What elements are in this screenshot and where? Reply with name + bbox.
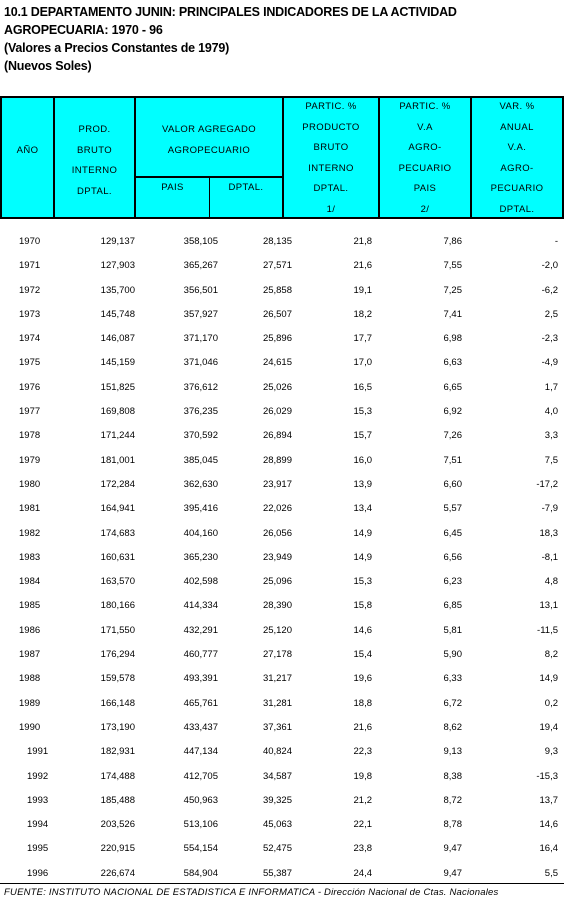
cell-var: 18,3	[539, 527, 558, 539]
cell-va: 5,57	[443, 503, 462, 515]
cell-va: 7,25	[443, 284, 462, 296]
cell-va: 7,86	[443, 236, 462, 247]
cell-pais: 432,291	[183, 624, 218, 636]
cell-var: 14,6	[539, 819, 558, 831]
cell-va: 6,63	[443, 357, 462, 369]
table-title: 10.1 DEPARTAMENTO JUNIN: PRINCIPALES INDICADORES DE LA ACTIVIDAD	[4, 5, 457, 19]
cell-prod: 181,001	[100, 454, 135, 466]
table-row	[0, 765, 564, 789]
cell-prod: 164,941	[100, 503, 135, 515]
table-row	[0, 279, 564, 303]
cell-va: 6,23	[443, 576, 462, 588]
header-partic-producto: PARTIC. % PRODUCTO BRUTO INTERNO DPTAL. 1/	[302, 101, 360, 215]
cell-pais: 412,705	[183, 770, 218, 782]
cell-part: 15,4	[353, 649, 372, 661]
table-row	[0, 254, 564, 278]
cell-year: 1971	[19, 260, 41, 272]
cell-va: 6,56	[443, 551, 462, 563]
cell-var: -17,2	[536, 478, 558, 490]
cell-pais: 376,235	[183, 406, 218, 418]
cell-dptal: 28,390	[262, 600, 292, 612]
table-subtitle: AGROPECUARIA: 1970 - 96	[4, 23, 163, 37]
cell-pais: 414,334	[183, 600, 218, 612]
cell-part: 21,6	[353, 260, 372, 272]
table-row	[0, 740, 564, 764]
cell-var: 9,3	[544, 746, 558, 758]
cell-pais: 493,391	[183, 673, 218, 685]
cell-dptal: 25,858	[262, 284, 292, 296]
cell-year: 1978	[19, 430, 41, 442]
cell-var: -11,5	[537, 624, 558, 636]
cell-part: 13,9	[353, 478, 372, 490]
cell-va: 6,45	[443, 527, 462, 539]
cell-va: 8,38	[443, 770, 462, 782]
cell-part: 22,3	[353, 746, 372, 758]
cell-year: 1988	[19, 673, 41, 685]
table-row	[0, 546, 564, 570]
cell-prod: 151,825	[100, 381, 135, 393]
cell-prod: 176,294	[100, 649, 135, 661]
cell-var: 14,9	[539, 673, 558, 685]
cell-var: 7,5	[544, 454, 558, 466]
cell-prod: 129,137	[100, 236, 135, 247]
cell-year: 1985	[19, 600, 41, 612]
cell-pais: 402,598	[183, 576, 218, 588]
cell-prod: 145,159	[100, 357, 135, 369]
cell-va: 6,33	[443, 673, 462, 685]
cell-pais: 584,904	[183, 867, 218, 879]
cell-prod: 135,700	[100, 284, 135, 296]
cell-prod: 171,550	[100, 624, 135, 636]
cell-var: 2,5	[544, 308, 558, 320]
cell-year: 1989	[19, 697, 41, 709]
header-prod-bruto: PROD. BRUTO INTERNO DPTAL.	[71, 124, 118, 197]
cell-prod: 185,488	[100, 794, 135, 806]
cell-prod: 173,190	[100, 721, 135, 733]
cell-dptal: 34,587	[262, 770, 292, 782]
cell-va: 7,41	[443, 308, 462, 320]
cell-pais: 371,046	[183, 357, 218, 369]
cell-va: 6,60	[443, 478, 462, 490]
table-row	[0, 692, 564, 716]
cell-var: 19,4	[539, 721, 558, 733]
cell-year: 1975	[19, 357, 41, 369]
cell-pais: 365,230	[183, 551, 218, 563]
cell-va: 5,90	[443, 649, 462, 661]
cell-pais: 365,267	[183, 260, 218, 272]
cell-var: -2,0	[541, 260, 558, 272]
cell-pais: 395,416	[183, 503, 218, 515]
cell-pais: 357,927	[183, 308, 218, 320]
cell-var: 16,4	[539, 843, 558, 855]
cell-dptal: 26,056	[262, 527, 292, 539]
cell-pais: 460,777	[183, 649, 218, 661]
cell-va: 6,85	[443, 600, 462, 612]
cell-prod: 169,808	[100, 406, 135, 418]
cell-var: -4,9	[541, 357, 558, 369]
table-bottom-rule	[0, 883, 564, 884]
cell-year: 1980	[19, 478, 41, 490]
cell-pais: 370,592	[183, 430, 218, 442]
cell-year: 1987	[19, 649, 41, 661]
cell-var: -2,3	[541, 333, 558, 345]
cell-var: 1,7	[544, 381, 558, 393]
cell-prod: 180,166	[100, 600, 135, 612]
cell-part: 15,3	[353, 406, 372, 418]
cell-pais: 358,105	[183, 236, 218, 247]
cell-var: 13,7	[539, 794, 558, 806]
cell-var: 3,3	[544, 430, 558, 442]
cell-year: 1976	[19, 381, 41, 393]
cell-part: 23,8	[353, 843, 372, 855]
cell-va: 8,62	[443, 721, 462, 733]
cell-dptal: 28,135	[262, 236, 292, 247]
cell-var: 0,2	[544, 697, 558, 709]
cell-dptal: 26,507	[262, 308, 292, 320]
cell-pais: 447,134	[183, 746, 218, 758]
cell-pais: 362,630	[183, 478, 218, 490]
cell-prod: 163,570	[100, 576, 135, 588]
cell-var: 4,8	[544, 576, 558, 588]
currency-note: (Nuevos Soles)	[4, 59, 92, 73]
table-row	[0, 376, 564, 400]
cell-va: 7,51	[443, 454, 462, 466]
cell-va: 5,81	[443, 624, 462, 636]
cell-var: 5,5	[544, 867, 558, 879]
cell-va: 8,78	[443, 819, 462, 831]
cell-dptal: 23,949	[262, 551, 292, 563]
table-row	[0, 230, 564, 254]
cell-dptal: 39,325	[262, 794, 292, 806]
cell-year: 1981	[19, 503, 41, 515]
table-row	[0, 522, 564, 546]
cell-year: 1993	[27, 794, 49, 806]
table-row	[0, 473, 564, 497]
header-anio: AÑO	[16, 145, 39, 156]
cell-prod: 160,631	[100, 551, 135, 563]
cell-dptal: 52,475	[262, 843, 292, 855]
cell-year: 1974	[19, 333, 41, 345]
cell-prod: 145,748	[100, 308, 135, 320]
cell-year: 1972	[19, 284, 41, 296]
cell-year: 1986	[19, 624, 41, 636]
cell-prod: 159,578	[100, 673, 135, 685]
cell-prod: 171,244	[100, 430, 135, 442]
cell-year: 1983	[19, 551, 41, 563]
table-row	[0, 813, 564, 837]
table-row	[0, 594, 564, 618]
cell-part: 22,1	[353, 819, 372, 831]
cell-va: 9,47	[443, 867, 462, 879]
cell-va: 7,55	[443, 260, 462, 272]
cell-va: 7,26	[443, 430, 462, 442]
cell-part: 21,8	[353, 236, 372, 247]
cell-part: 19,8	[353, 770, 372, 782]
table-row	[0, 619, 564, 643]
cell-va: 8,72	[443, 794, 462, 806]
table-row	[0, 400, 564, 424]
cell-var: 8,2	[544, 649, 558, 661]
cell-part: 16,5	[353, 381, 372, 393]
cell-part: 16,0	[353, 454, 372, 466]
cell-var: -15,3	[536, 770, 558, 782]
cell-part: 15,8	[353, 600, 372, 612]
cell-dptal: 23,917	[262, 478, 292, 490]
price-basis-note: (Valores a Precios Constantes de 1979)	[4, 41, 230, 55]
cell-pais: 376,612	[183, 381, 218, 393]
cell-year: 1994	[27, 819, 49, 831]
cell-dptal: 22,026	[262, 503, 292, 515]
cell-part: 19,1	[353, 284, 372, 296]
cell-year: 1979	[19, 454, 41, 466]
cell-part: 17,0	[353, 357, 372, 369]
table-row	[0, 449, 564, 473]
table-row	[0, 303, 564, 327]
cell-part: 24,4	[353, 867, 372, 879]
cell-pais: 513,106	[183, 819, 218, 831]
cell-pais: 404,160	[183, 527, 218, 539]
cell-part: 21,6	[353, 721, 372, 733]
cell-dptal: 26,894	[262, 430, 292, 442]
header-partic-va: PARTIC. % V.A AGRO- PECUARIO PAIS 2/	[398, 101, 452, 215]
cell-part: 14,6	[353, 624, 372, 636]
cell-year: 1996	[27, 867, 49, 879]
cell-prod: 203,526	[100, 819, 135, 831]
cell-prod: 172,284	[100, 478, 135, 490]
header-pais: PAIS	[161, 182, 184, 193]
cell-va: 6,92	[443, 406, 462, 418]
cell-year: 1991	[27, 746, 49, 758]
cell-prod: 146,087	[100, 333, 135, 345]
cell-prod: 226,674	[100, 867, 135, 879]
cell-pais: 385,045	[183, 454, 218, 466]
table-row	[0, 667, 564, 691]
cell-var: 4,0	[544, 406, 558, 418]
cell-dptal: 25,096	[262, 576, 292, 588]
cell-dptal: 55,387	[262, 867, 292, 879]
cell-var: -8,1	[541, 551, 558, 563]
cell-part: 18,2	[353, 308, 372, 320]
cell-var: -6,2	[541, 284, 558, 296]
cell-part: 21,2	[353, 794, 372, 806]
cell-va: 6,72	[443, 697, 462, 709]
cell-year: 1984	[19, 576, 41, 588]
table-row	[0, 789, 564, 813]
cell-year: 1990	[19, 721, 41, 733]
cell-var: 13,1	[539, 600, 558, 612]
cell-dptal: 25,896	[262, 333, 292, 345]
cell-year: 1977	[19, 406, 41, 418]
cell-prod: 127,903	[100, 260, 135, 272]
cell-pais: 450,963	[183, 794, 218, 806]
header-dptal: DPTAL.	[228, 182, 264, 193]
table-header	[0, 96, 564, 219]
table-row	[0, 837, 564, 861]
header-valor-agregado: VALOR AGREGADO AGROPECUARIO	[161, 124, 257, 156]
cell-dptal: 31,281	[262, 697, 292, 709]
cell-dptal: 27,571	[262, 260, 292, 272]
cell-prod: 220,915	[100, 843, 135, 855]
source-footnote: FUENTE: INSTITUTO NACIONAL DE ESTADISTICA E INFORMATICA - Dirección Nacional de Ctas. Nacionales	[4, 887, 499, 898]
cell-dptal: 28,899	[262, 454, 292, 466]
cell-dptal: 27,178	[262, 649, 292, 661]
table-row	[0, 424, 564, 448]
cell-dptal: 25,026	[262, 381, 292, 393]
cell-prod: 174,488	[100, 770, 135, 782]
cell-pais: 371,170	[183, 333, 218, 345]
table-row	[0, 327, 564, 351]
cell-va: 6,98	[443, 333, 462, 345]
cell-part: 17,7	[353, 333, 372, 345]
cell-prod: 166,148	[100, 697, 135, 709]
cell-dptal: 37,361	[262, 721, 292, 733]
cell-dptal: 45,063	[262, 819, 292, 831]
cell-part: 13,4	[353, 503, 372, 515]
table-row	[0, 351, 564, 375]
cell-part: 18,8	[353, 697, 372, 709]
cell-pais: 554,154	[183, 843, 218, 855]
cell-dptal: 40,824	[262, 746, 292, 758]
cell-year: 1995	[27, 843, 49, 855]
cell-year: 1970	[19, 236, 41, 247]
cell-dptal: 24,615	[262, 357, 292, 369]
cell-prod: 174,683	[100, 527, 135, 539]
cell-pais: 356,501	[183, 284, 218, 296]
table-row	[0, 570, 564, 594]
cell-dptal: 26,029	[262, 406, 292, 418]
cell-part: 15,7	[353, 430, 372, 442]
cell-part: 19,6	[353, 673, 372, 685]
cell-va: 9,13	[443, 746, 462, 758]
cell-part: 14,9	[353, 551, 372, 563]
table-row	[0, 716, 564, 740]
table-row	[0, 497, 564, 521]
cell-year: 1992	[27, 770, 49, 782]
header-var-anual: VAR. % ANUAL V.A. AGRO- PECUARIO DPTAL.	[490, 101, 544, 215]
cell-var: -7,9	[541, 503, 558, 515]
cell-va: 9,47	[443, 843, 462, 855]
cell-dptal: 25,120	[262, 624, 292, 636]
cell-prod: 182,931	[100, 746, 135, 758]
cell-var: -	[554, 236, 558, 247]
table-body	[0, 230, 564, 886]
table-row	[0, 643, 564, 667]
cell-dptal: 31,217	[262, 673, 292, 685]
cell-year: 1973	[19, 308, 41, 320]
cell-year: 1982	[19, 527, 41, 539]
cell-pais: 465,761	[183, 697, 218, 709]
cell-pais: 433,437	[183, 721, 218, 733]
cell-part: 15,3	[353, 576, 372, 588]
cell-part: 14,9	[353, 527, 372, 539]
cell-va: 6,65	[443, 381, 462, 393]
